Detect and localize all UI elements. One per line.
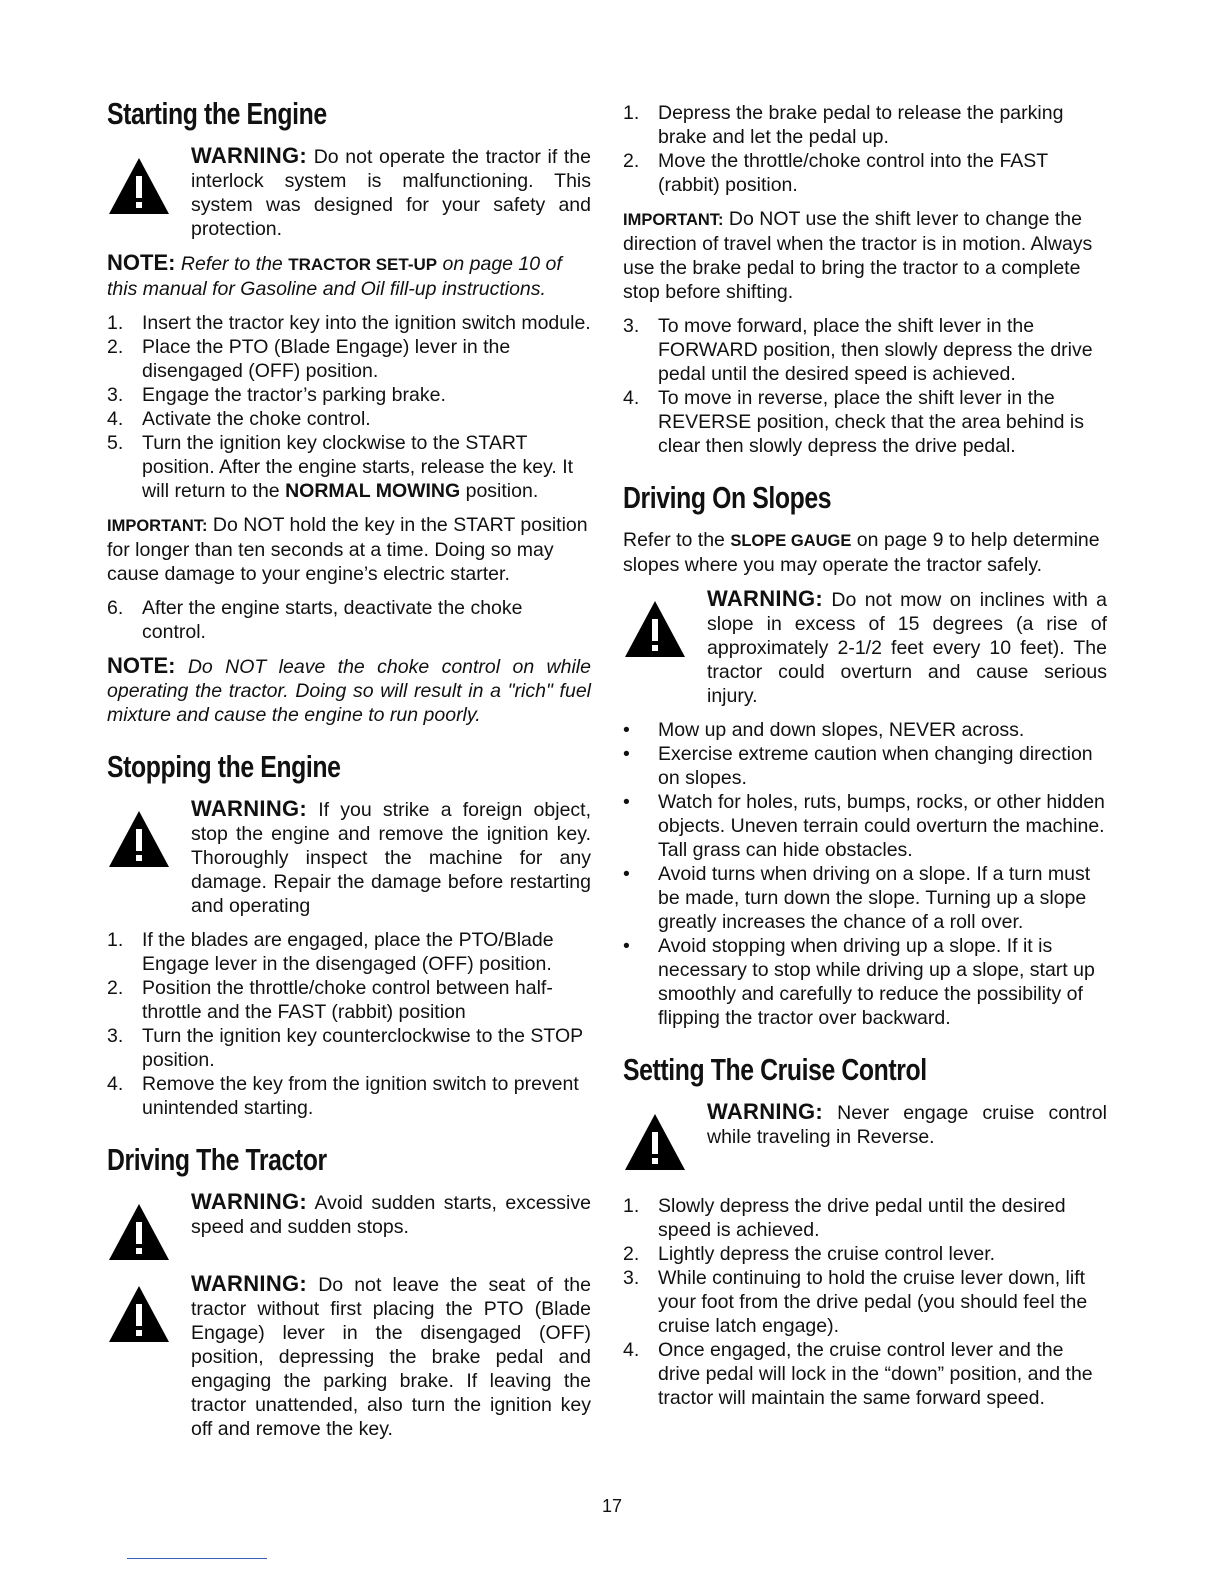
warning-body: If you strike a foreign object, stop the engine and remove the ignition key. Thoroughly inspect the machine for any damage. Repair the damage before restarting and operating bbox=[191, 799, 591, 917]
list-item bbox=[107, 407, 591, 431]
list-item bbox=[623, 1266, 1107, 1338]
bullet-text: Watch for holes, ruts, bumps, rocks, or other hidden objects. Uneven terrain could overturn the machine. Tall grass can hide obstacles. bbox=[658, 791, 1105, 861]
important-label: IMPORTANT: bbox=[623, 211, 724, 229]
page-number: 17 bbox=[601, 1496, 623, 1516]
bullet-icon: • bbox=[623, 743, 630, 765]
step-number: 1. bbox=[623, 1195, 640, 1217]
warning-body: Never engage cruise control while traveling in Reverse. bbox=[707, 1102, 1107, 1148]
step-number: 2. bbox=[107, 336, 124, 358]
warning-icon bbox=[623, 1112, 687, 1172]
right-column bbox=[623, 101, 1107, 1420]
spacer bbox=[107, 737, 591, 749]
list-item bbox=[623, 742, 1107, 790]
list-item bbox=[107, 976, 591, 1024]
step5-text-pre: Turn the ignition key clockwise to the START position. After the engine starts, release the key. It will return to the bbox=[142, 432, 574, 502]
note-text-pre: Refer to the bbox=[175, 253, 289, 275]
footer-rule bbox=[127, 1558, 267, 1559]
step-text: After the engine starts, deactivate the choke control. bbox=[142, 597, 523, 643]
list-item bbox=[623, 101, 1107, 149]
warning-label: WARNING: bbox=[191, 1189, 308, 1214]
driving-steps-list-a bbox=[623, 101, 1107, 197]
list-item bbox=[107, 311, 591, 335]
list-item bbox=[107, 928, 591, 976]
step-number: 2. bbox=[623, 150, 640, 172]
warning-text bbox=[191, 1190, 591, 1239]
step-number: 4. bbox=[107, 1073, 124, 1095]
warning-text bbox=[191, 144, 591, 241]
spacer bbox=[623, 468, 1107, 480]
step-text: Depress the brake pedal to release the parking brake and let the pedal up. bbox=[658, 102, 1064, 148]
step-text: Once engaged, the cruise control lever and the drive pedal will lock in the “down” position, and the tractor will maintain the same forward speed. bbox=[658, 1339, 1093, 1409]
bullet-text: Mow up and down slopes, NEVER across. bbox=[658, 719, 1025, 741]
step-number: 4. bbox=[623, 1339, 640, 1361]
cruise-steps-list bbox=[623, 1194, 1107, 1410]
step-number: 1. bbox=[623, 102, 640, 124]
warning-block bbox=[107, 1272, 591, 1441]
heading-stopping-engine: Stopping the Engine bbox=[107, 749, 341, 784]
list-item bbox=[623, 790, 1107, 862]
warning-icon bbox=[107, 809, 171, 869]
step-number: 3. bbox=[107, 384, 124, 406]
warning-text bbox=[707, 1100, 1107, 1149]
warning-text bbox=[191, 1272, 591, 1441]
important-block bbox=[107, 513, 591, 586]
heading-driving-slopes: Driving On Slopes bbox=[623, 480, 832, 515]
warning-icon bbox=[107, 1284, 171, 1344]
step-number: 3. bbox=[623, 315, 640, 337]
warning-block bbox=[623, 1100, 1107, 1172]
warning-block bbox=[107, 797, 591, 918]
warning-body: Do not leave the seat of the tractor without first placing the PTO (Blade Engage) lever in the disengaged (OFF) position, depressing the brake pedal and engaging the parking brake. If leaving the tractor unattended, also turn the ignition key off and remove the key. bbox=[191, 1274, 591, 1440]
note-label: NOTE: bbox=[107, 250, 176, 275]
warning-icon bbox=[107, 1202, 171, 1262]
step-number: 4. bbox=[107, 408, 124, 430]
note-text-post: on page 10 of this manual for Gasoline and Oil fill-up instructions. bbox=[107, 253, 562, 300]
step-text: Place the PTO (Blade Engage) lever in the disengaged (OFF) position. bbox=[142, 336, 511, 382]
step-text: Remove the key from the ignition switch to prevent unintended starting. bbox=[142, 1073, 579, 1119]
list-item bbox=[623, 1242, 1107, 1266]
important-block bbox=[623, 207, 1107, 304]
warning-label: WARNING: bbox=[191, 143, 308, 168]
step-text: While continuing to hold the cruise lever down, lift your foot from the drive pedal (you should feel the cruise latch engage). bbox=[658, 1267, 1088, 1337]
step-text: Position the throttle/choke control between half-throttle and the FAST (rabbit) position bbox=[142, 977, 553, 1023]
warning-label: WARNING: bbox=[707, 586, 824, 611]
important-label: IMPORTANT: bbox=[107, 517, 208, 535]
list-item bbox=[623, 1338, 1107, 1410]
warning-block bbox=[107, 144, 591, 241]
bullet-text: Avoid turns when driving on a slope. If a turn must be made, turn down the slope. Turning up a slope greatly increases the chance of a roll over. bbox=[658, 863, 1091, 933]
note-block bbox=[107, 654, 591, 727]
list-item bbox=[107, 431, 591, 503]
warning-body: Do not mow on inclines with a slope in excess of 15 degrees (a rise of approximately 2-1/2 feet every 10 feet). The tractor could overturn and cause serious injury. bbox=[707, 589, 1107, 707]
warning-label: WARNING: bbox=[191, 1271, 308, 1296]
step-text: Lightly depress the cruise control lever. bbox=[658, 1243, 996, 1265]
bullet-text: Exercise extreme caution when changing direction on slopes. bbox=[658, 743, 1093, 789]
list-item bbox=[623, 934, 1107, 1030]
step-text: Activate the choke control. bbox=[142, 408, 371, 430]
slopes-bullet-list bbox=[623, 718, 1107, 1030]
important-text: Do NOT use the shift lever to change the direction of travel when the tractor is in motion. Always use the brake pedal to bring the tractor to a complete stop before shifting. bbox=[623, 208, 1093, 303]
step-text: Engage the tractor’s parking brake. bbox=[142, 384, 446, 406]
warning-icon bbox=[623, 599, 687, 659]
slopes-intro bbox=[623, 528, 1107, 577]
step-number: 3. bbox=[623, 1267, 640, 1289]
bullet-text: Avoid stopping when driving up a slope. If it is necessary to stop while driving up a slope, start up smoothly and carefully to reduce the possibility of flipping the tractor over backward. bbox=[658, 935, 1095, 1029]
spacer bbox=[623, 1040, 1107, 1052]
step-text: Move the throttle/choke control into the FAST (rabbit) position. bbox=[658, 150, 1048, 196]
step-number: 2. bbox=[107, 977, 124, 999]
step-number: 1. bbox=[107, 929, 124, 951]
step5-bold: NORMAL MOWING bbox=[285, 480, 461, 502]
warning-text bbox=[707, 587, 1107, 708]
step-number: 6. bbox=[107, 597, 124, 619]
list-item bbox=[107, 383, 591, 407]
warning-label: WARNING: bbox=[707, 1099, 824, 1124]
warning-icon bbox=[107, 156, 171, 216]
heading-driving-tractor: Driving The Tractor bbox=[107, 1142, 327, 1177]
note-block bbox=[107, 251, 591, 301]
note-text: Do NOT leave the choke control on while operating the tractor. Doing so will result in a "rich" fuel mixture and cause the engine to run poorly. bbox=[107, 656, 591, 726]
list-item bbox=[623, 862, 1107, 934]
step-number: 2. bbox=[623, 1243, 640, 1265]
step-text: To move forward, place the shift lever in the FORWARD position, then slowly depress the drive pedal until the desired speed is achieved. bbox=[658, 315, 1093, 385]
step-text: Slowly depress the drive pedal until the desired speed is achieved. bbox=[658, 1195, 1066, 1241]
warning-text bbox=[191, 797, 591, 918]
left-column bbox=[107, 96, 591, 1451]
list-item bbox=[107, 335, 591, 383]
heading-starting-engine: Starting the Engine bbox=[107, 96, 327, 131]
list-item bbox=[623, 149, 1107, 197]
intro-reference: SLOPE GAUGE bbox=[730, 532, 852, 550]
step-text: Turn the ignition key counterclockwise to the STOP position. bbox=[142, 1025, 583, 1071]
list-item bbox=[107, 1072, 591, 1120]
list-item bbox=[623, 314, 1107, 386]
warning-block bbox=[623, 587, 1107, 708]
warning-body: Avoid sudden starts, excessive speed and sudden stops. bbox=[191, 1192, 591, 1238]
warning-block bbox=[107, 1190, 591, 1262]
note-label: NOTE: bbox=[107, 653, 176, 678]
step-number: 5. bbox=[107, 432, 124, 454]
starting-step6-list bbox=[107, 596, 591, 644]
bullet-icon: • bbox=[623, 935, 630, 957]
warning-label: WARNING: bbox=[191, 796, 308, 821]
list-item bbox=[623, 1194, 1107, 1242]
step-number: 4. bbox=[623, 387, 640, 409]
step-text: If the blades are engaged, place the PTO/Blade Engage lever in the disengaged (OFF) position. bbox=[142, 929, 554, 975]
bullet-icon: • bbox=[623, 791, 630, 813]
driving-steps-list-b bbox=[623, 314, 1107, 458]
list-item bbox=[623, 718, 1107, 742]
intro-text-pre: Refer to the bbox=[623, 529, 731, 551]
starting-steps-list bbox=[107, 311, 591, 503]
intro-text-post: on page 9 to help determine slopes where you may operate the tractor safely. bbox=[623, 529, 1100, 576]
step-number: 3. bbox=[107, 1025, 124, 1047]
step-text: To move in reverse, place the shift lever in the REVERSE position, check that the area behind is clear then slowly depress the drive pedal. bbox=[658, 387, 1084, 457]
note-reference: TRACTOR SET-UP bbox=[288, 255, 438, 274]
stopping-steps-list bbox=[107, 928, 591, 1120]
step5-text-post: position. bbox=[460, 480, 539, 502]
heading-cruise-control: Setting The Cruise Control bbox=[623, 1052, 927, 1087]
important-text: Do NOT hold the key in the START position for longer than ten seconds at a time. Doing so may cause damage to your engine’s electric starter. bbox=[107, 514, 588, 585]
step-number: 1. bbox=[107, 312, 124, 334]
bullet-icon: • bbox=[623, 719, 630, 741]
list-item bbox=[623, 386, 1107, 458]
list-item bbox=[107, 596, 591, 644]
spacer bbox=[107, 1130, 591, 1142]
warning-body: Do not operate the tractor if the interlock system is malfunctioning. This system was designed for your safety and protection. bbox=[191, 146, 591, 240]
step-text bbox=[142, 431, 591, 503]
bullet-icon: • bbox=[623, 863, 630, 885]
list-item bbox=[107, 1024, 591, 1072]
step-text: Insert the tractor key into the ignition switch module. bbox=[142, 312, 591, 334]
